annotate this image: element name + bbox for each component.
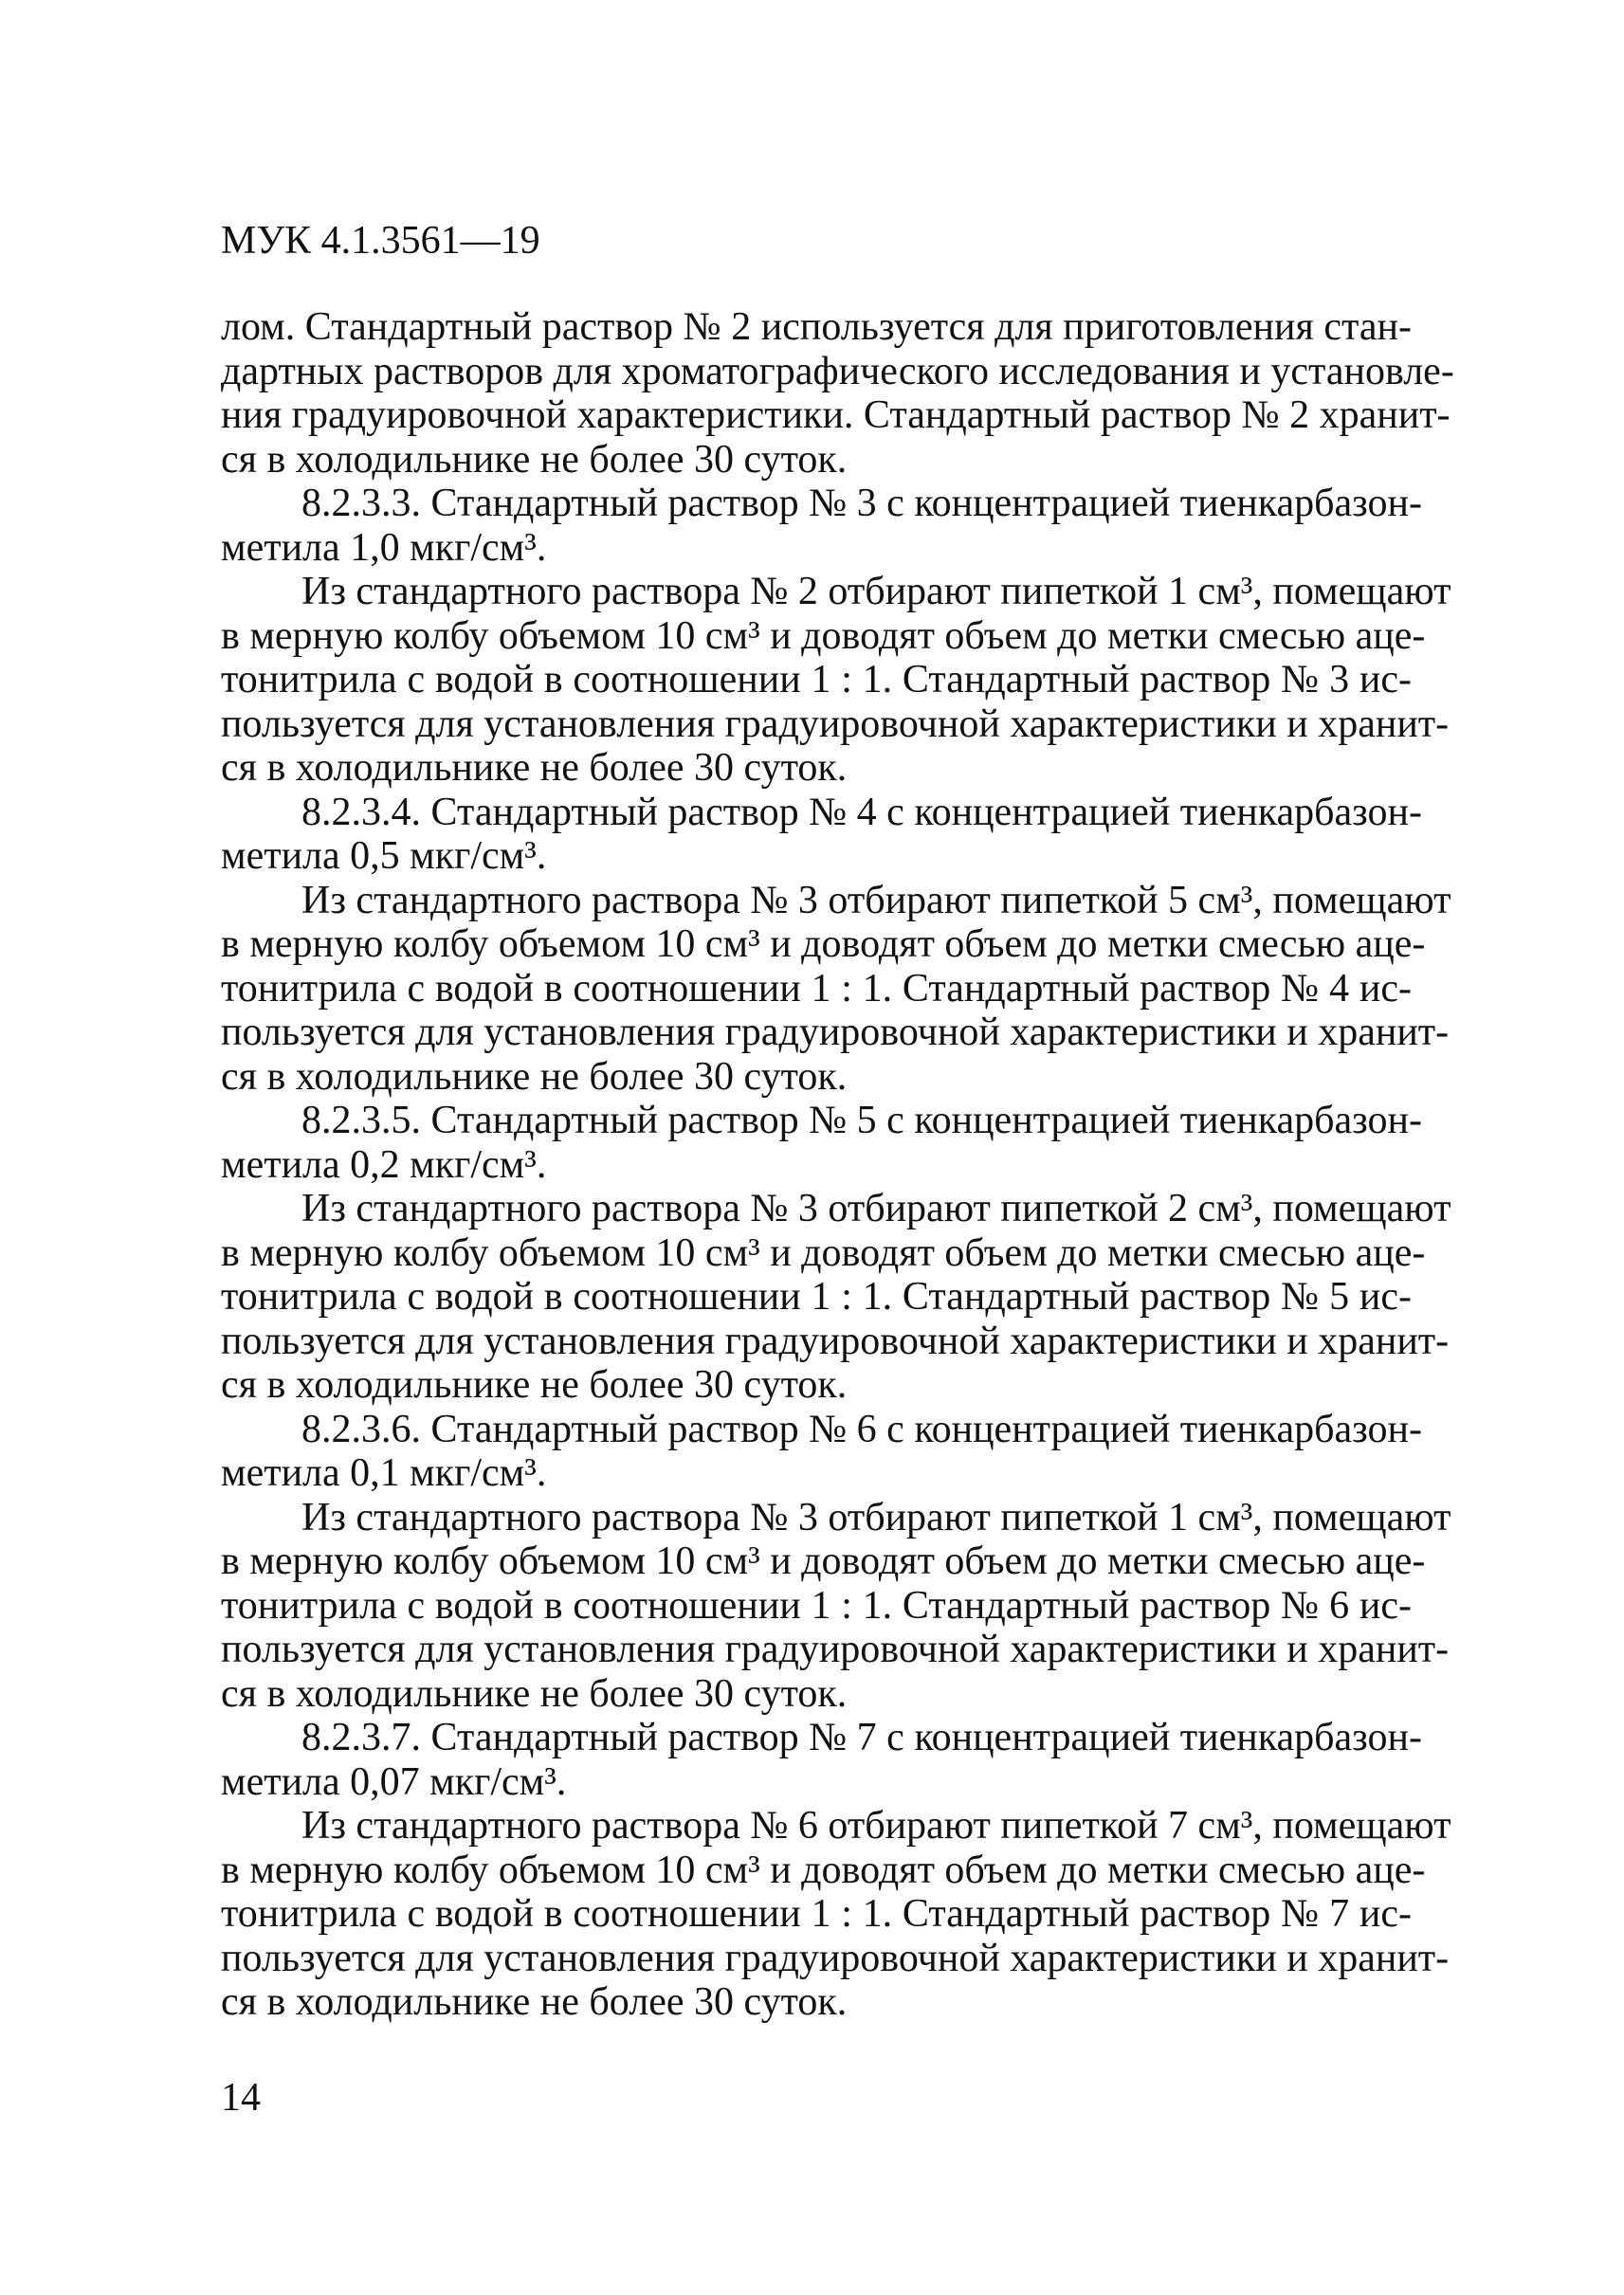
- body-text: [221, 305, 1454, 2025]
- text-line: пользуется для установления градуировочной характеристики и хранит-: [221, 1628, 1450, 1671]
- section-heading-8-2-3-3: 8.2.3.3. Стандартный раствор № 3 с концентрацией тиенкарбазон-: [301, 482, 1422, 525]
- text-line: Из стандартного раствора № 2 отбирают пипеткой 1 см³, помещают: [301, 570, 1451, 613]
- text-line: в мерную колбу объемом 10 см³ и доводят объем до метки смесью аце-: [221, 1848, 1426, 1892]
- section-heading-8-2-3-7: 8.2.3.7. Стандартный раствор № 7 с концентрацией тиенкарбазон-: [301, 1716, 1422, 1759]
- text-line: метила 1,0 мкг/см³.: [221, 525, 547, 570]
- text-line: ся в холодильнике не более 30 суток.: [221, 746, 848, 790]
- text-line: дартных растворов для хроматографического исследования и установле-: [221, 349, 1454, 393]
- text-line: пользуется для установления градуировочной характеристики и хранит-: [221, 701, 1450, 746]
- text-line: ся в холодильнике не более 30 суток.: [221, 1671, 848, 1716]
- text-line: в мерную колбу объемом 10 см³ и доводят объем до метки смесью аце-: [221, 922, 1426, 966]
- text-line: метила 0,1 мкг/см³.: [221, 1451, 547, 1495]
- text-line: пользуется для установления градуировочной характеристики и хранит-: [221, 1936, 1450, 1980]
- section-heading-8-2-3-6: 8.2.3.6. Стандартный раствор № 6 с концентрацией тиенкарбазон-: [301, 1407, 1422, 1451]
- text-line: ся в холодильнике не более 30 суток.: [221, 437, 848, 482]
- text-line: метила 0,2 мкг/см³.: [221, 1142, 547, 1187]
- text-line: ся в холодильнике не более 30 суток.: [221, 1054, 848, 1099]
- section-heading-8-2-3-5: 8.2.3.5. Стандартный раствор № 5 с концентрацией тиенкарбазон-: [301, 1099, 1422, 1142]
- text-line: в мерную колбу объемом 10 см³ и доводят объем до метки смесью аце-: [221, 1539, 1426, 1583]
- text-line: тонитрила с водой в соотношении 1 : 1. Стандартный раствор № 4 ис-: [221, 966, 1412, 1011]
- text-line: метила 0,5 мкг/см³.: [221, 834, 547, 878]
- text-line: ния градуировочной характеристики. Стандартный раствор № 2 хранит-: [221, 393, 1451, 437]
- text-line: Из стандартного раствора № 3 отбирают пипеткой 5 см³, помещают: [301, 878, 1451, 922]
- text-line: тонитрила с водой в соотношении 1 : 1. Стандартный раствор № 3 ис-: [221, 658, 1412, 701]
- text-line: Из стандартного раствора № 6 отбирают пипеткой 7 см³, помещают: [301, 1804, 1451, 1848]
- document-code: МУК 4.1.3561—19: [221, 219, 540, 263]
- section-heading-8-2-3-4: 8.2.3.4. Стандартный раствор № 4 с концентрацией тиенкарбазон-: [301, 790, 1422, 834]
- text-line: ся в холодильнике не более 30 суток.: [221, 1363, 848, 1407]
- text-line: в мерную колбу объемом 10 см³ и доводят объем до метки смесью аце-: [221, 1230, 1426, 1275]
- text-line: ся в холодильнике не более 30 суток.: [221, 1980, 848, 2024]
- text-line: Из стандартного раствора № 3 отбирают пипеткой 2 см³, помещают: [301, 1187, 1451, 1230]
- text-line: лом. Стандартный раствор № 2 используется для приготовления стан-: [221, 305, 1412, 349]
- text-line: пользуется для установления градуировочной характеристики и хранит-: [221, 1319, 1450, 1363]
- text-line: пользуется для установления градуировочной характеристики и хранит-: [221, 1011, 1450, 1054]
- text-line: тонитрила с водой в соотношении 1 : 1. Стандартный раствор № 7 ис-: [221, 1892, 1412, 1936]
- text-line: тонитрила с водой в соотношении 1 : 1. Стандартный раствор № 6 ис-: [221, 1583, 1412, 1628]
- page-number: 14: [221, 2076, 261, 2120]
- text-line: метила 0,07 мкг/см³.: [221, 1759, 567, 1804]
- text-line: в мерную колбу объемом 10 см³ и доводят объем до метки смесью аце-: [221, 613, 1426, 658]
- text-line: тонитрила с водой в соотношении 1 : 1. Стандартный раствор № 5 ис-: [221, 1275, 1412, 1319]
- text-line: Из стандартного раствора № 3 отбирают пипеткой 1 см³, помещают: [301, 1495, 1451, 1539]
